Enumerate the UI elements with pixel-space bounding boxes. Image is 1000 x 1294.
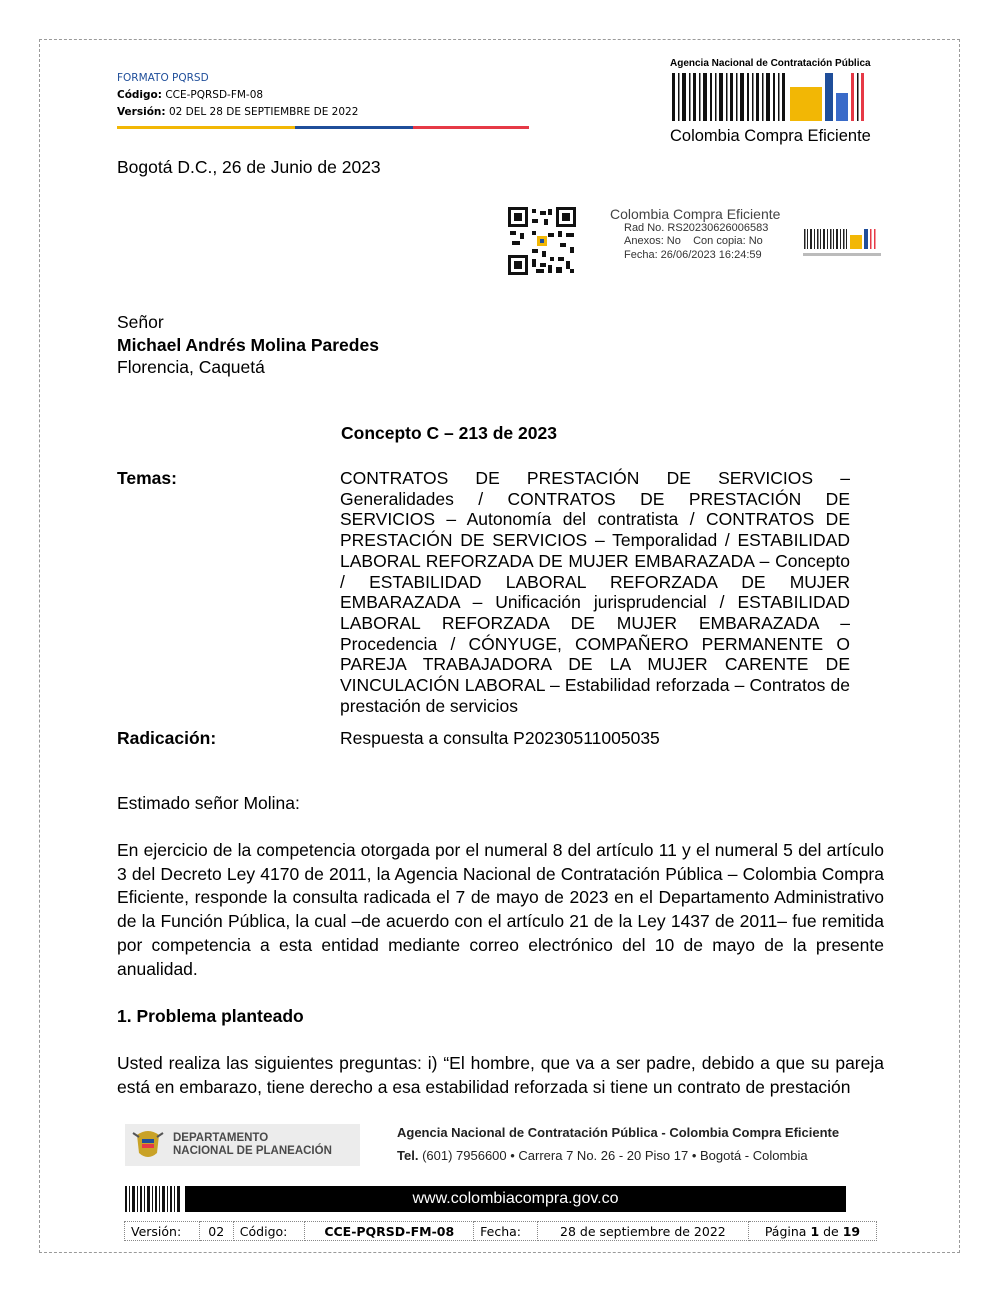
- concept-title: Concepto C – 213 de 2023: [341, 423, 557, 443]
- addressee-block: [117, 311, 379, 379]
- footer-contact: Tel. (601) 7956600 • Carrera 7 No. 26 - 20 Piso 17 • Bogotá - Colombia: [397, 1148, 808, 1163]
- brand-agency: Agencia Nacional de Contratación Pública: [670, 58, 871, 69]
- footer-code-value: CCE-PQRSD-FM-08: [305, 1222, 474, 1241]
- addressee-salutation: Señor: [117, 312, 164, 332]
- dnp-name: DEPARTAMENTO NACIONAL DE PLANEACIÓN: [173, 1132, 332, 1157]
- website-link[interactable]: www.colombiacompra.gov.co: [185, 1186, 846, 1212]
- stamp-rad: Rad No. RS20230626006583: [624, 221, 769, 234]
- radicacion-text: Respuesta a consulta P20230511005035: [340, 728, 660, 748]
- qr-code-icon: [508, 207, 576, 275]
- coat-of-arms-icon: [131, 1127, 165, 1163]
- footer-version-value: 02: [199, 1222, 233, 1241]
- footer-date-value: 28 de septiembre de 2022: [537, 1222, 748, 1241]
- date-line: Bogotá D.C., 26 de Junio de 2023: [117, 157, 381, 177]
- footer-version-label: Versión:: [125, 1222, 200, 1241]
- radicacion-label: Radicación:: [117, 728, 217, 748]
- brand-barcode-icon: [670, 69, 882, 121]
- footer-agency: Agencia Nacional de Contratación Pública - Colombia Compra Eficiente: [397, 1125, 840, 1140]
- footer-date-label: Fecha:: [474, 1222, 538, 1241]
- header-color-bar: [117, 126, 529, 129]
- brand-name: Colombia Compra Eficiente: [670, 127, 871, 145]
- footer-barcode-icon: [125, 1186, 185, 1212]
- addressee-city: Florencia, Caquetá: [117, 357, 265, 377]
- addressee-name: Michael Andrés Molina Paredes: [117, 334, 379, 355]
- stamp-title: Colombia Compra Eficiente: [610, 206, 781, 222]
- stamp-logo-icon: [803, 229, 883, 259]
- filing-stamp: [610, 208, 780, 262]
- format-code: Código: CCE-PQRSD-FM-08: [117, 89, 264, 101]
- format-header: [117, 70, 358, 121]
- greeting: Estimado señor Molina:: [117, 793, 300, 813]
- format-version: Versión: 02 DEL 28 DE SEPTIEMBRE DE 2022: [117, 106, 359, 118]
- paragraph-intro: En ejercicio de la competencia otorgada por el numeral 8 del artículo 11 y el numeral 5 del artículo 3 del Decreto Ley 4170 de 2011, la Agencia Nacional de Contratación Pública – Colombia Compra Eficiente, responde la consulta radicada el 7 de mayo de 2023 en el Departamento Administrativo de la Función Pública, la cual –de acuerdo con el artículo 21 de la Ley 1437 de 2011– fue remitida por competencia a esta entidad mediante correo electrónico del 10 de mayo de la presente anualidad.: [117, 840, 884, 979]
- footer-code-label: Código:: [233, 1222, 305, 1241]
- brand-logo: [670, 58, 882, 146]
- stamp-anexos: Anexos: No Con copia: No: [624, 235, 763, 247]
- footer-page: Página 1 de 19: [748, 1222, 876, 1241]
- stamp-fecha: Fecha: 26/06/2023 16:24:59: [624, 248, 762, 261]
- temas-label: Temas:: [117, 468, 177, 488]
- section-heading: 1. Problema planteado: [117, 1006, 304, 1026]
- dnp-logo: [125, 1124, 360, 1166]
- footer-table: [124, 1221, 877, 1241]
- format-title: FORMATO PQRSD: [117, 72, 209, 84]
- paragraph-questions: Usted realiza las siguientes preguntas: i) “El hombre, que va a ser padre, debido a que su pareja está en embarazo, tiene derecho a esa estabilidad reforzada si tiene un contrato de prestación: [117, 1053, 884, 1097]
- temas-text: CONTRATOS DE PRESTACIÓN DE SERVICIOS – Generalidades / CONTRATOS DE PRESTACIÓN DE SERVICIOS – Autonomía del contratista / CONTRATOS DE PRESTACIÓN DE SERVICIOS – Temporalidad / ESTABILIDAD LABORAL REFORZADA DE MUJER EMBARAZADA – Concepto / ESTABILIDAD LABORAL REFORZADA DE MUJER EMBARAZADA – Unificación jurisprudencial / ESTABILIDAD LABORAL REFORZADA DE MUJER EMBARAZADA – Procedencia / CÓNYUGE, COMPAÑERO PERMANENTE O PAREJA TRABAJADORA DE LA MUJER CARENTE DE VINCULACIÓN LABORAL – Estabilidad reforzada – Contratos de prestación de servicios: [340, 468, 850, 716]
